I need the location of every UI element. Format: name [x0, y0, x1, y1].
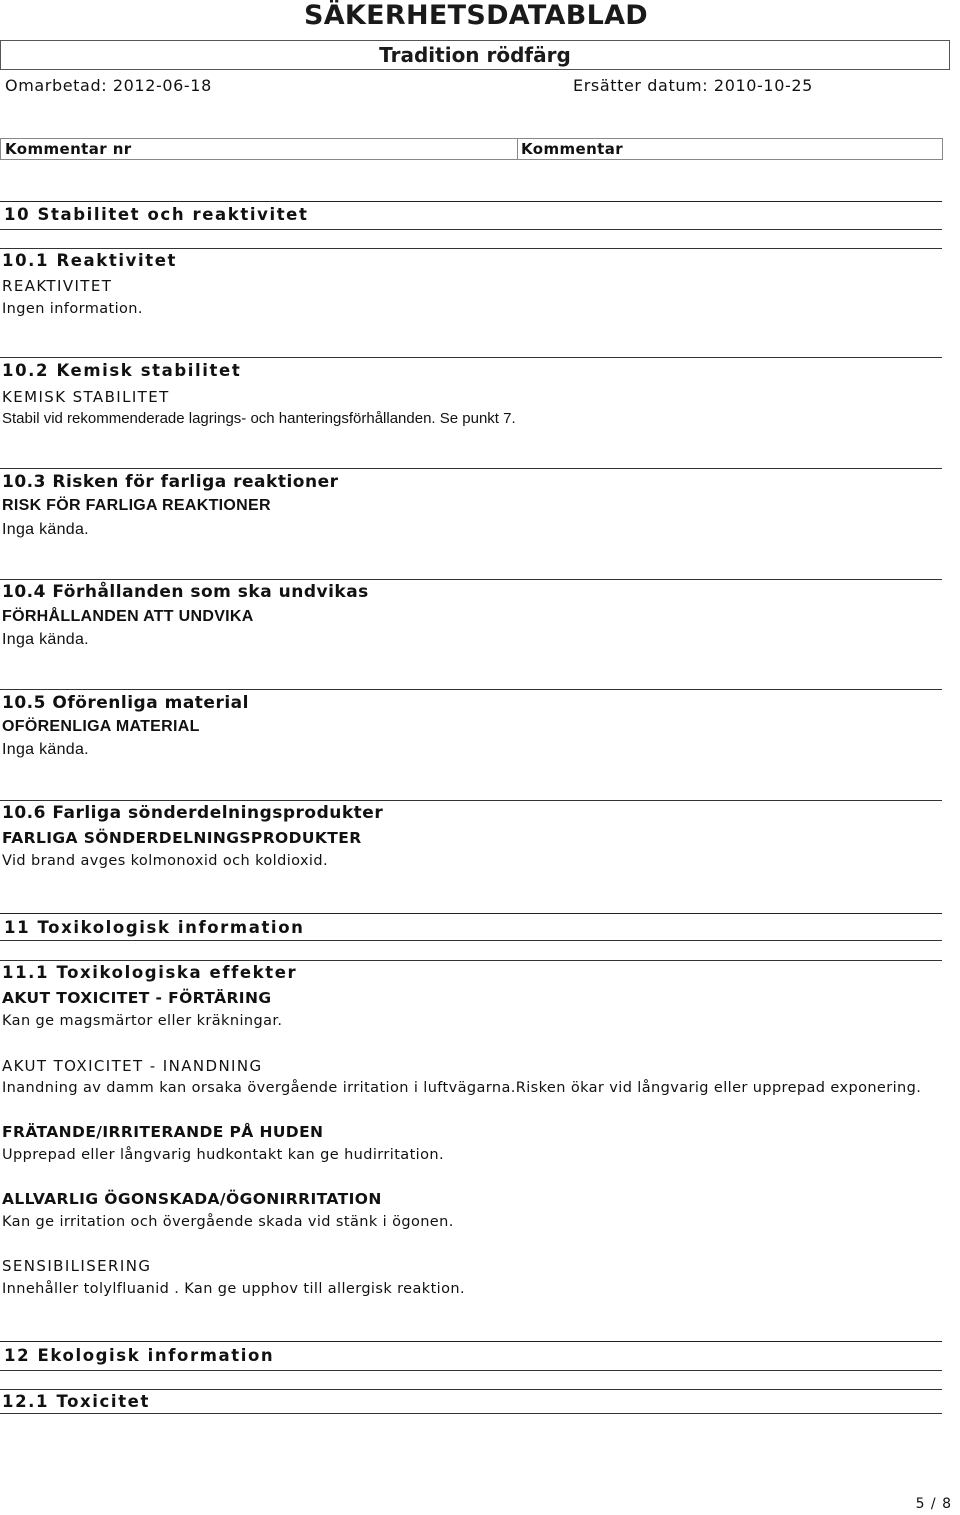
subsection-11-1-rule — [0, 960, 942, 961]
subsection-10-2-rule — [0, 357, 942, 358]
reactivity-text: Ingen information. — [2, 301, 143, 317]
acute-toxicity-ingestion-label: AKUT TOXICITET - FÖRTÄRING — [2, 989, 272, 1007]
comment-header: Kommentar — [521, 140, 624, 158]
sensitisation-text: Innehåller tolylfluanid . Kan ge upphov till allergisk reaktion. — [2, 1281, 465, 1297]
conditions-avoid-label: FÖRHÅLLANDEN ATT UNDVIKA — [2, 608, 254, 625]
subsection-10-4-rule — [0, 579, 942, 580]
section-10-bottom-rule — [0, 229, 942, 230]
chemical-stability-text: Stabil vid rekommenderade lagrings- och hanteringsförhållanden. Se punkt 7. — [2, 410, 516, 427]
hazardous-reactions-text: Inga kända. — [2, 521, 89, 538]
skin-corrosion-label: FRÄTANDE/IRRITERANDE PÅ HUDEN — [2, 1123, 324, 1141]
subsection-11-1-title: 11.1 Toxikologiska effekter — [2, 963, 298, 982]
document-title: SÄKERHETSDATABLAD — [303, 0, 649, 31]
reactivity-label: REAKTIVITET — [2, 277, 113, 295]
chemical-stability-label: KEMISK STABILITET — [2, 388, 170, 406]
skin-corrosion-text: Upprepad eller långvarig hudkontakt kan ge hudirritation. — [2, 1147, 444, 1163]
section-12-heading: 12 Ekologisk information — [4, 1346, 275, 1365]
subsection-12-1-title: 12.1 Toxicitet — [2, 1392, 150, 1411]
acute-toxicity-inhalation-text: Inandning av damm kan orsaka övergående irritation i luftvägarna.Risken ökar vid långvarig eller upprepad exponering. — [2, 1080, 922, 1096]
comment-number-header: Kommentar nr — [5, 140, 132, 158]
eye-damage-text: Kan ge irritation och övergående skada vid stänk i ögonen. — [2, 1214, 454, 1230]
section-12-bottom-rule — [0, 1370, 942, 1371]
subsection-12-1-rule — [0, 1389, 942, 1390]
subsection-10-3-title: 10.3 Risken för farliga reaktioner — [2, 472, 339, 492]
hazardous-reactions-label: RISK FÖR FARLIGA REAKTIONER — [2, 497, 271, 514]
section-12-top-rule — [0, 1341, 942, 1342]
section-11-bottom-rule — [0, 940, 942, 941]
subsection-10-6-rule — [0, 800, 942, 801]
section-10-top-rule — [0, 201, 942, 202]
product-name: Tradition rödfärg — [379, 43, 571, 67]
revised-date: Omarbetad: 2012-06-18 — [5, 76, 212, 95]
sensitisation-label: SENSIBILISERING — [2, 1257, 152, 1275]
acute-toxicity-inhalation-label: AKUT TOXICITET - INANDNING — [2, 1057, 263, 1075]
subsection-10-3-rule — [0, 468, 942, 469]
subsection-10-2-title: 10.2 Kemisk stabilitet — [2, 361, 242, 380]
subsection-10-5-rule — [0, 689, 942, 690]
incompatible-materials-label: OFÖRENLIGA MATERIAL — [2, 718, 200, 735]
subsection-10-5-title: 10.5 Oförenliga material — [2, 693, 249, 713]
acute-toxicity-ingestion-text: Kan ge magsmärtor eller kräkningar. — [2, 1013, 283, 1029]
subsection-10-1-title: 10.1 Reaktivitet — [2, 251, 177, 270]
incompatible-materials-text: Inga kända. — [2, 741, 89, 758]
replaces-date: Ersätter datum: 2010-10-25 — [573, 76, 813, 95]
subsection-10-6-title: 10.6 Farliga sönderdelningsprodukter — [2, 803, 384, 823]
section-10-heading: 10 Stabilitet och reaktivitet — [4, 205, 309, 224]
section-11-heading: 11 Toxikologisk information — [4, 918, 305, 937]
decomposition-products-text: Vid brand avges kolmonoxid och koldioxid. — [2, 853, 328, 869]
conditions-avoid-text: Inga kända. — [2, 631, 89, 648]
subsection-10-4-title: 10.4 Förhållanden som ska undvikas — [2, 582, 369, 602]
eye-damage-label: ALLVARLIG ÖGONSKADA/ÖGONIRRITATION — [2, 1190, 382, 1208]
section-11-top-rule — [0, 913, 942, 914]
page-number: 5 / 8 — [915, 1496, 952, 1512]
subsection-10-1-rule — [0, 248, 942, 249]
decomposition-products-label: FARLIGA SÖNDERDELNINGSPRODUKTER — [2, 829, 362, 847]
subsection-12-1-bottom-rule — [0, 1413, 942, 1414]
